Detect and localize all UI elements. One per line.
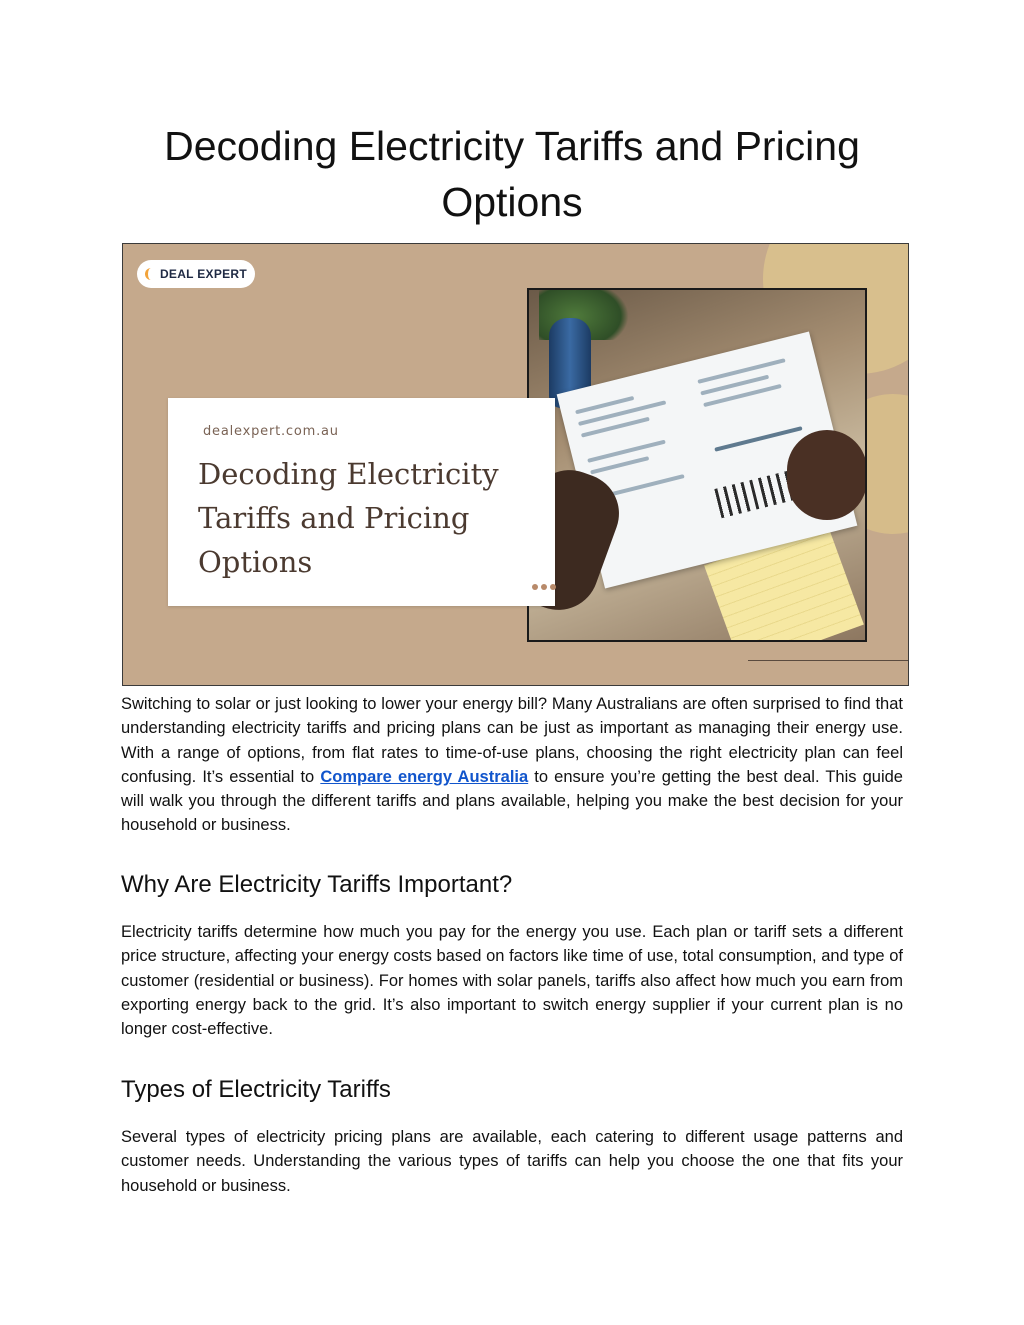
- intro-text-start: Switching to solar or just looking to lower your energy bill? Many Australians are often surprised to find that understanding electricity tariffs and pricing plans can be just as important as managing their energy use. With a range of options, from flat rates to time-of-use plans, choosing the right electricity plan can feel confusing. It’s essential to: [121, 695, 903, 786]
- deal-expert-logo: [137, 260, 255, 288]
- divider: [748, 660, 908, 661]
- document-title: Decoding Electricity Tariffs and Pricing Options: [164, 123, 860, 225]
- logo-icon: [145, 268, 158, 280]
- compare-energy-link[interactable]: Compare energy Australia: [320, 767, 529, 786]
- electricity-bill-photo: [527, 288, 867, 642]
- intro-paragraph: [121, 692, 903, 838]
- banner-title-card: [168, 398, 555, 606]
- section-heading-types: Types of Electricity Tariffs: [121, 1076, 391, 1103]
- logo-text: DEAL EXPERT: [159, 267, 248, 281]
- hand-decoration: [787, 430, 867, 520]
- hero-banner-image: [122, 243, 909, 686]
- banner-site-url: dealexpert.com.au: [203, 424, 339, 439]
- intro-text-end: to ensure you’re getting the best deal. This guide will walk you through the different tariffs and plans available, helping you make the best decision for your household or business.: [121, 767, 903, 835]
- types-paragraph: Several types of electricity pricing plans are available, each catering to different usage patterns and customer needs. Understanding the various types of tariffs can help you choose the one that fits your household or business.: [121, 1128, 903, 1195]
- importance-paragraph: Electricity tariffs determine how much you pay for the energy you use. Each plan or tariff sets a different price structure, affecting your energy costs based on factors like time of use, total consumption, and type of customer (residential or business). For homes with solar panels, tariffs also affect how much you earn from exporting energy back to the grid. It’s also important to switch energy supplier if your current plan is no longer cost-effective.: [121, 923, 903, 1039]
- banner-heading: Decoding Electricity Tariffs and Pricing Options: [198, 457, 499, 579]
- more-dots-icon: [532, 584, 556, 590]
- section-heading-importance: Why Are Electricity Tariffs Important?: [121, 871, 513, 898]
